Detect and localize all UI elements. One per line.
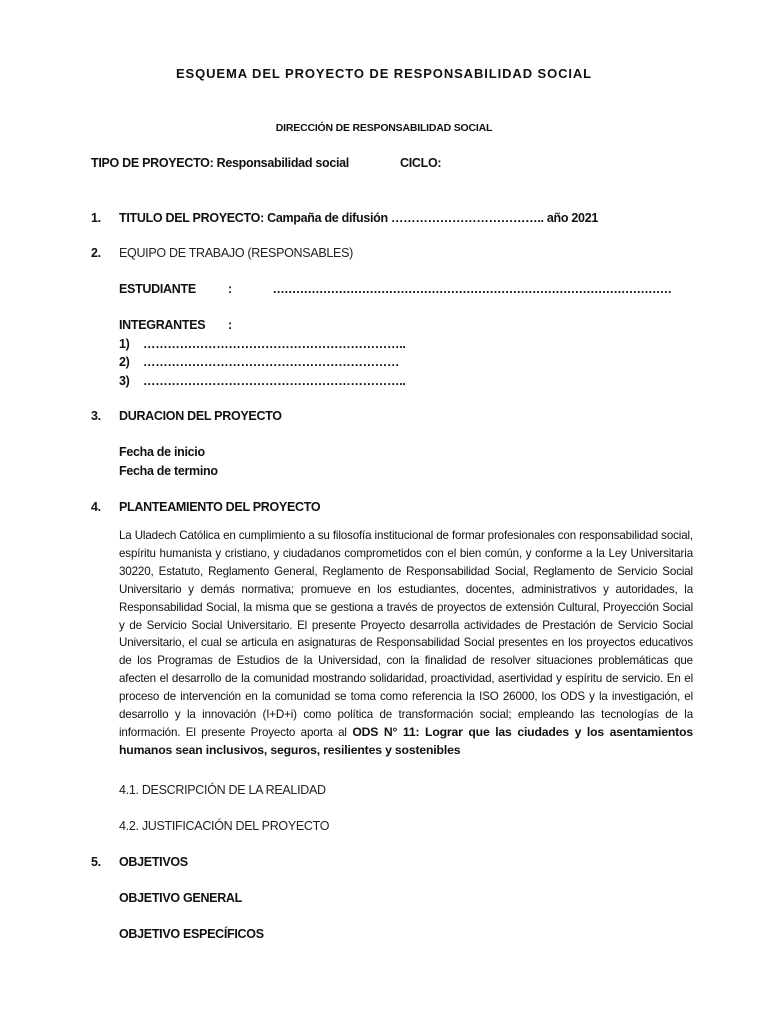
member-number: 1) — [119, 337, 130, 351]
end-date-label: Fecha de termino — [119, 464, 218, 478]
student-label: ESTUDIANTE — [119, 282, 196, 296]
project-type-label: TIPO DE PROYECTO: Responsabilidad social — [91, 156, 349, 170]
section-number-1: 1. — [91, 211, 101, 225]
paragraph-body: La Uladech Católica en cumplimiento a su filosofía institucional de formar profesionales con responsabilidad social, espíritu humanista y cristiano, y ciudadanos comprometidos con el bien común, y conforme a la Ley Universitaria 30220, Estatuto, Reglamento General, Reglamento de Responsabilidad Social, Reglamento de Servicio Social Universitario y demás normativa; promueve en los estudiantes, docentes, administrativos y autoridades, la Responsabilidad Social, la misma que se gestiona a través de proyectos de extensión Cultural, Proyección Social y de Servicio Social Universitario. El presente Proyecto desarrolla actividades de Prestación de Servicio Social Universitario, el cual se articula en asignaturas de Responsabilidad Social presentes en los proyectos educativos de los Programas de Estudios de la Universidad, con la finalidad de resolver situaciones problemáticas que afecten el desarrollo de la comunidad mostrando solidaridad, proactividad, asertividad y espíritu de servicio. En el proceso de intervención en la comunidad se toma como referencia la ISO 26000, los ODS y la investigación, el desarrollo y la innovación (I+D+i) como política de transformación social; empleando las tecnologías de la información. El presente Proyecto aporta al — [119, 529, 693, 739]
section-number-5: 5. — [91, 855, 101, 869]
general-objective-label: OBJETIVO GENERAL — [119, 891, 242, 905]
project-statement-paragraph — [119, 527, 693, 760]
student-colon: : — [228, 282, 232, 296]
cycle-label: CICLO: — [400, 156, 442, 170]
document-title: ESQUEMA DEL PROYECTO DE RESPONSABILIDAD SOCIAL — [175, 66, 593, 81]
subsection-4-1: 4.1. DESCRIPCIÓN DE LA REALIDAD — [119, 783, 326, 797]
subsection-4-2: 4.2. JUSTIFICACIÓN DEL PROYECTO — [119, 819, 330, 833]
members-label: INTEGRANTES — [119, 318, 206, 332]
section-heading-5: OBJETIVOS — [119, 855, 188, 869]
member-dots: ……………………………………………………….. — [143, 374, 406, 388]
members-colon: : — [228, 318, 232, 332]
member-number: 2) — [119, 355, 130, 369]
section-heading-2: EQUIPO DE TRABAJO (RESPONSABLES) — [119, 246, 353, 260]
document-subtitle: DIRECCIÓN DE RESPONSABILIDAD SOCIAL — [275, 122, 493, 134]
section-heading-1: TITULO DEL PROYECTO: Campaña de difusión ……………………………….. año 2021 — [119, 211, 599, 225]
member-dots: ……………………………………………………… — [143, 355, 400, 369]
start-date-label: Fecha de inicio — [119, 445, 205, 459]
section-number-3: 3. — [91, 409, 101, 423]
section-heading-4: PLANTEAMIENTO DEL PROYECTO — [119, 500, 321, 514]
section-number-2: 2. — [91, 246, 101, 260]
section-number-4: 4. — [91, 500, 101, 514]
section-heading-3: DURACION DEL PROYECTO — [119, 409, 282, 423]
member-number: 3) — [119, 374, 130, 388]
paragraph-highlight: ODS N° 11: Lograr que las ciudades y los asentamientos humanos sean inclusivos, seguros, resilientes y sostenibles — [119, 724, 694, 757]
specific-objectives-label: OBJETIVO ESPECÍFICOS — [119, 927, 264, 941]
student-dots: ....................................................................................................... — [273, 282, 672, 296]
member-dots: ……………………………………………………….. — [143, 337, 406, 351]
